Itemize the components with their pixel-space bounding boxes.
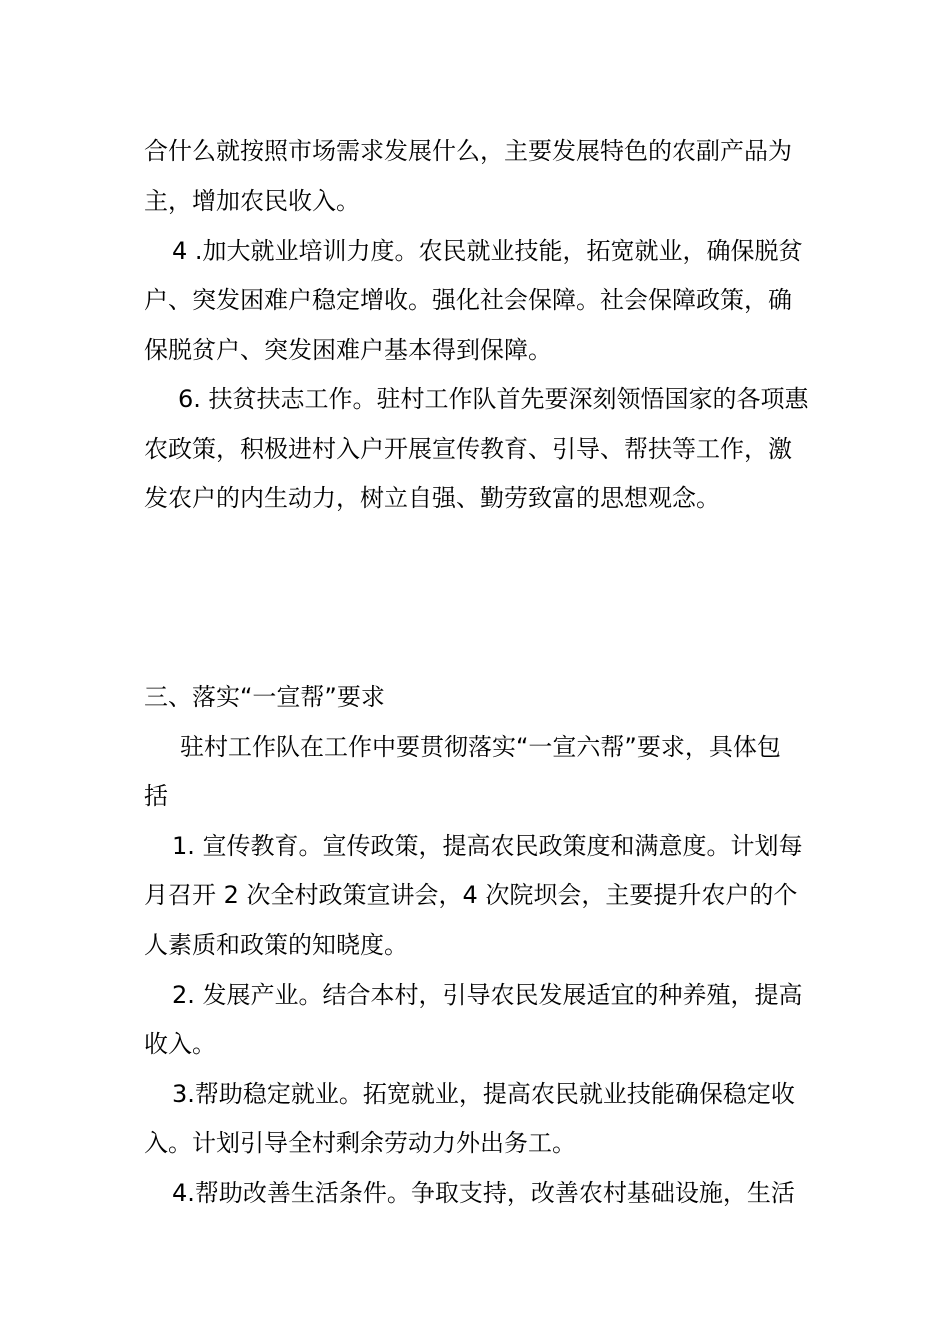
paragraph-line: 括 [144,782,168,810]
paragraph-line: 合什么就按照市场需求发展什么，主要发展特色的农副产品为 [144,137,792,165]
paragraph-line: 发农户的内生动力，树立自强、勤劳致富的思想观念。 [144,484,720,512]
paragraph-line: 农政策，积极进村入户开展宣传教育、引导、帮扶等工作，激 [144,435,792,463]
paragraph-line: 4.帮助改善生活条件。争取支持，改善农村基础设施，生活 [172,1179,795,1207]
paragraph-line: 6. 扶贫扶志工作。驻村工作队首先要深刻领悟国家的各项惠 [178,385,809,413]
paragraph-line: 收入。 [144,1030,216,1058]
paragraph-line: 1. 宣传教育。宣传政策，提高农民政策度和满意度。计划每 [172,832,803,860]
paragraph-line: 月召开 2 次全村政策宣讲会，4 次院坝会，主要提升农户的个 [144,881,798,909]
section-heading: 三、落实“一宣帮”要求 [144,683,385,711]
paragraph-line: 3.帮助稳定就业。拓宽就业，提高农民就业技能确保稳定收 [172,1080,795,1108]
paragraph-line: 保脱贫户、突发困难户基本得到保障。 [144,336,552,364]
paragraph-line: 户、突发困难户稳定增收。强化社会保障。社会保障政策，确 [144,286,792,314]
paragraph-line: 4 .加大就业培训力度。农民就业技能，拓宽就业，确保脱贫 [172,237,803,265]
paragraph-line: 2. 发展产业。结合本村，引导农民发展适宜的种养殖，提高 [172,981,803,1009]
paragraph-line: 驻村工作队在工作中要贯彻落实“一宣六帮”要求，具体包 [180,733,781,761]
paragraph-line: 主，增加农民收入。 [144,187,360,215]
paragraph-line: 入。计划引导全村剩余劳动力外出务工。 [144,1129,576,1157]
paragraph-line: 人素质和政策的知晓度。 [144,931,408,959]
